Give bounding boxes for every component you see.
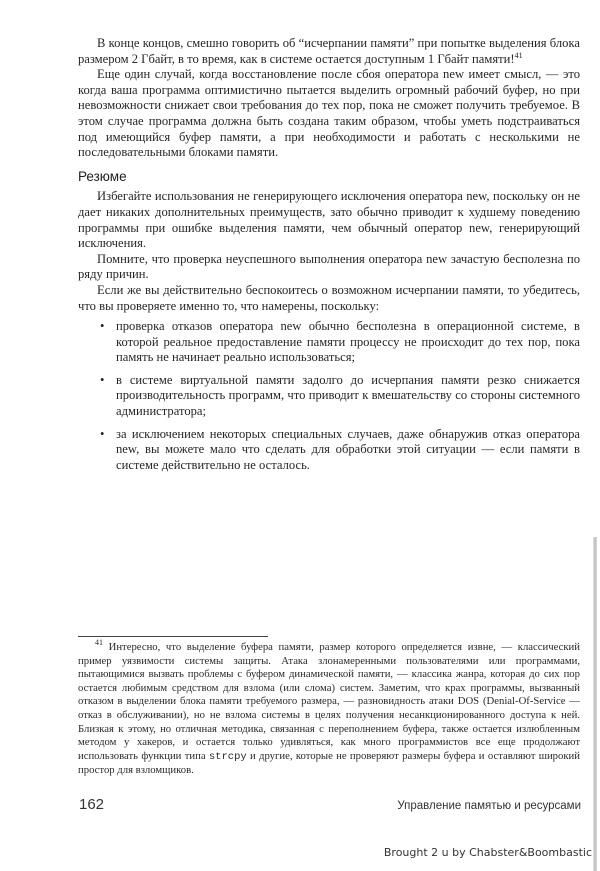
footnote-text: Интересно, что выделение буфера памяти, размер которого определяется извне, — классический пример уязвимости системы защиты. Атака злонамеренными пользователями или программами, пытающимися вызвать проблемы с буфером динамической памяти, — классика жанра, которая до сих пор остается любимым средством для взлома (или слома) систем. Заметим, что крах программы, вызванный отказом в выделении блока памяти требуемого размера, — разновидность атаки DOS (Denial-Of-Service — отказ в обслуживании), но не взлома системы в целях получения несанкционированного доступа к ней. Близкая к этому, но отличная методика, связанная с переполнением буфера, также остается излюбленным методом у хакеров, и остается только удивляться, как много программистов все еще продолжают использовать функции типа — [78, 641, 580, 762]
body-text — [78, 36, 580, 480]
footnote-text: и другие, которые не проверяют размеры буфера и оставляют широкий простор для взломщиков. — [78, 749, 580, 777]
page-number: 162 — [79, 796, 105, 813]
paragraph: Помните, что проверка неуспешного выполнения оператора new зачастую бесполезна по ряду причин. — [78, 251, 580, 282]
list-item-text: в системе виртуальной памяти задолго до исчерпания памяти резко снижается производительность программ, что приводит к вмешательству со стороны системного администратора; — [116, 372, 580, 419]
section-heading: Резюме — [78, 168, 127, 184]
bullet-list — [78, 319, 580, 473]
footnote-marker: 41 — [95, 638, 103, 647]
footnote — [78, 638, 580, 778]
list-item — [78, 373, 580, 420]
page-edge-shadow — [593, 537, 597, 871]
list-item-text: проверка отказов оператора new обычно бесполезна в операционной системе, в которой реальное предоставление памяти процессу не происходит до тех пор, пока память не начинает реально использоваться; — [116, 319, 580, 365]
bullet-icon: • — [100, 319, 105, 334]
footnote-divider — [78, 636, 268, 637]
paragraph: Еще один случай, когда восстановление после сбоя оператора new имеет смысл, — это когда ваша программа оптимистично пытается выделить огромный рабочий буфер, но при невозможности снижает свои требования до тех пор, пока не сможет получить требуемое. В этом случае программа должна быть создана таким образом, чтобы уметь подстраиваться под имеющийся буфер памяти, а при необходимости и работать с несколькими не последовательными блоками памяти. — [78, 67, 580, 160]
footnote-reference: 41 — [514, 50, 523, 60]
running-title: Управление памятью и ресурсами — [397, 800, 581, 812]
watermark: Brought 2 u by Chabster&Boombastic — [383, 846, 592, 859]
paragraph: Если же вы действительно беспокоитесь о возможном исчерпании памяти, то убедитесь, что вы проверяете именно то, что намерены, поскольку: — [78, 282, 580, 313]
list-item-text: за исключением некоторых специальных случаев, даже обнаружив отказ оператора new, вы можете мало что сделать для обработки этой ситуации — если памяти в системе действительно не осталось. — [116, 426, 580, 472]
list-item — [78, 319, 580, 366]
list-item — [78, 427, 580, 474]
code-term: strcpy — [208, 750, 247, 763]
paragraph — [78, 36, 580, 67]
footnote-paragraph — [78, 638, 580, 778]
bullet-icon: • — [100, 426, 105, 441]
paragraph: Избегайте использования не генерирующего исключения оператора new, поскольку он не дает никаких дополнительных преимуществ, зато обычно приводит к худшему поведению программы при ошибке выделения памяти, чем обычный оператор new, генерирующий исключения. — [78, 189, 580, 251]
bullet-icon: • — [100, 372, 105, 387]
paragraph-text: В конце концов, смешно говорить об “исчерпании памяти” при попытке выделения блока размером 2 Гбайт, в то время, как в системе остается доступным 1 Гбайт памяти! — [78, 36, 580, 66]
